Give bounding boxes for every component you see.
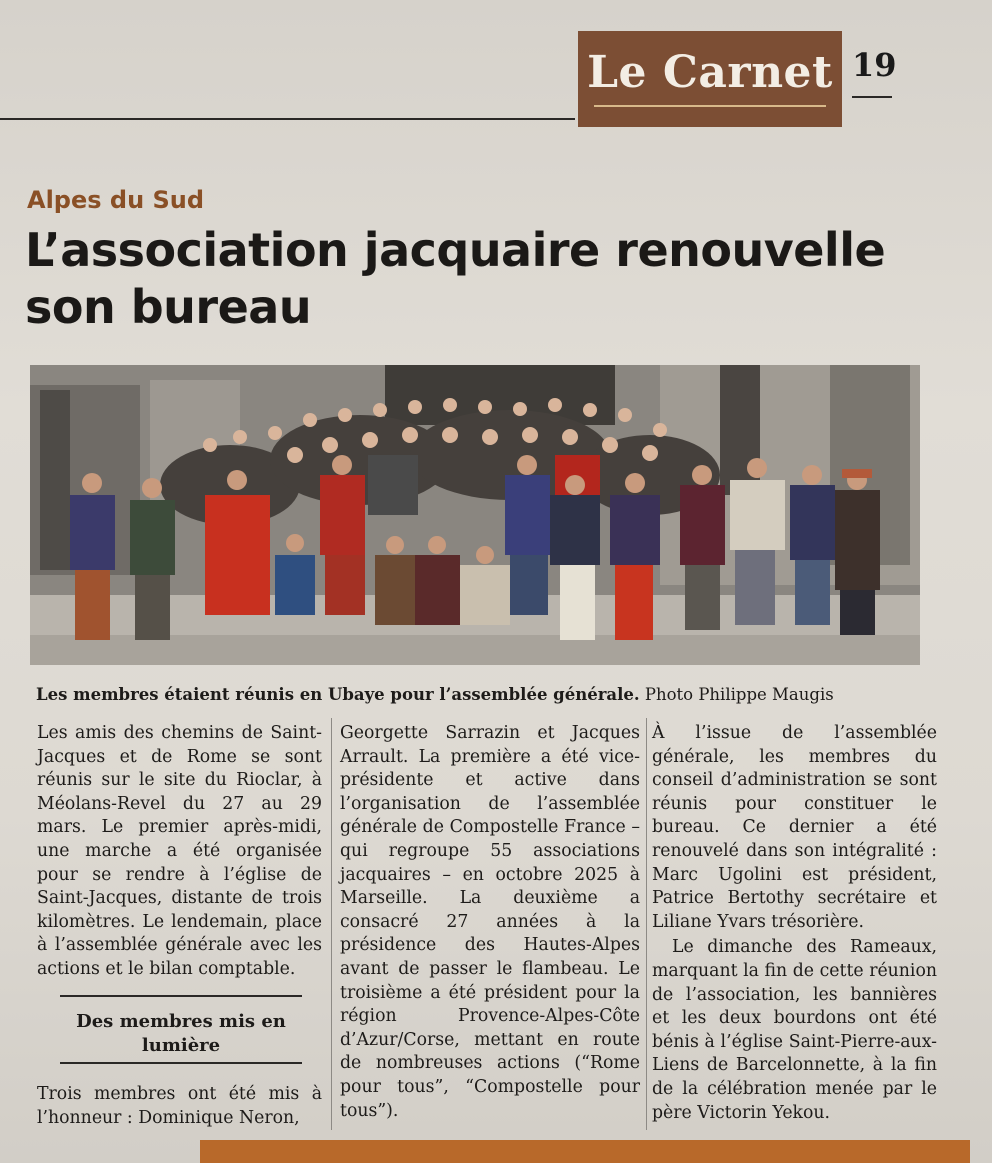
article-subhead: Des membres mis en lumière	[76, 1011, 286, 1056]
page-number: 19	[852, 46, 897, 84]
bottom-color-strip	[200, 1140, 970, 1163]
column-1-paragraph-1: Les amis des chemins de Saint-Jacques et de Rome se sont réunis sur le site du Rioclar, à Méolans-Revel du 27 au 29 mars. Le premier après-midi, une marche a été organisée pour se rendre à l’église de Saint-Jacques, distante de trois kilomètres. Le lendemain, place à l’assemblée générale avec les actions et le bilan comptable.	[37, 723, 322, 979]
article-column-1	[37, 722, 322, 982]
column-2-paragraph-1: Georgette Sarrazin et Jacques Arrault. La première a été vice-présidente et active dans l’organisation de l’assemblée générale de Compostelle France – qui regroupe 55 associations jacquaires – en octobre 2025 à Marseille. La deuxième a consacré 27 années à la présidence des Hautes-Alpes avant de passer le flambeau. Le troisième a été président pour la région Provence-Alpes-Côte d’Azur/Corse, mettant en route de nombreuses actions (“Rome pour tous”, “Compostelle pour tous”).	[340, 723, 640, 1121]
column-divider-2	[646, 718, 647, 1130]
section-masthead	[578, 31, 842, 127]
subhead-rule-top	[60, 995, 302, 997]
article-headline: L’association jacquaire renouvelle son bureau	[25, 223, 886, 334]
header-rule	[0, 118, 575, 120]
group-photo	[30, 365, 920, 665]
column-divider-1	[331, 718, 332, 1130]
article-kicker: Alpes du Sud	[27, 186, 205, 214]
group-photo-image	[30, 365, 920, 665]
page-number-rule	[852, 96, 892, 98]
article-column-2	[340, 722, 640, 1123]
column-1-paragraph-2: Trois membres ont été mis à l’honneur : Dominique Neron,	[37, 1084, 322, 1128]
column-1-after-subhead	[37, 1083, 322, 1130]
caption-text: Les membres étaient réunis en Ubaye pour l’assemblée générale.	[36, 685, 640, 704]
photo-caption	[36, 685, 896, 704]
masthead-underline	[594, 105, 826, 107]
photo-credit: Photo Philippe Maugis	[644, 685, 834, 704]
column-3-paragraph-2: Le dimanche des Rameaux, marquant la fin de cette réunion de l’association, les bannières et les deux bourdons ont été bénis à l’église Saint-Pierre-aux-Liens de Barcelonnette, à la fin de la célébration menée par le père Victorin Yekou.	[652, 937, 937, 1123]
article-column-3	[652, 722, 937, 1125]
section-name: Le Carnet	[587, 47, 833, 98]
column-3-paragraph-1: À l’issue de l’assemblée générale, les membres du conseil d’administration se sont réunis pour constituer le bureau. Ce dernier a été renouvelé dans son intégralité : Marc Ugolini est président, Patrice Bertothy secrétaire et Liliane Yvars trésorière.	[652, 723, 937, 932]
subhead-rule-bottom	[60, 1062, 302, 1064]
